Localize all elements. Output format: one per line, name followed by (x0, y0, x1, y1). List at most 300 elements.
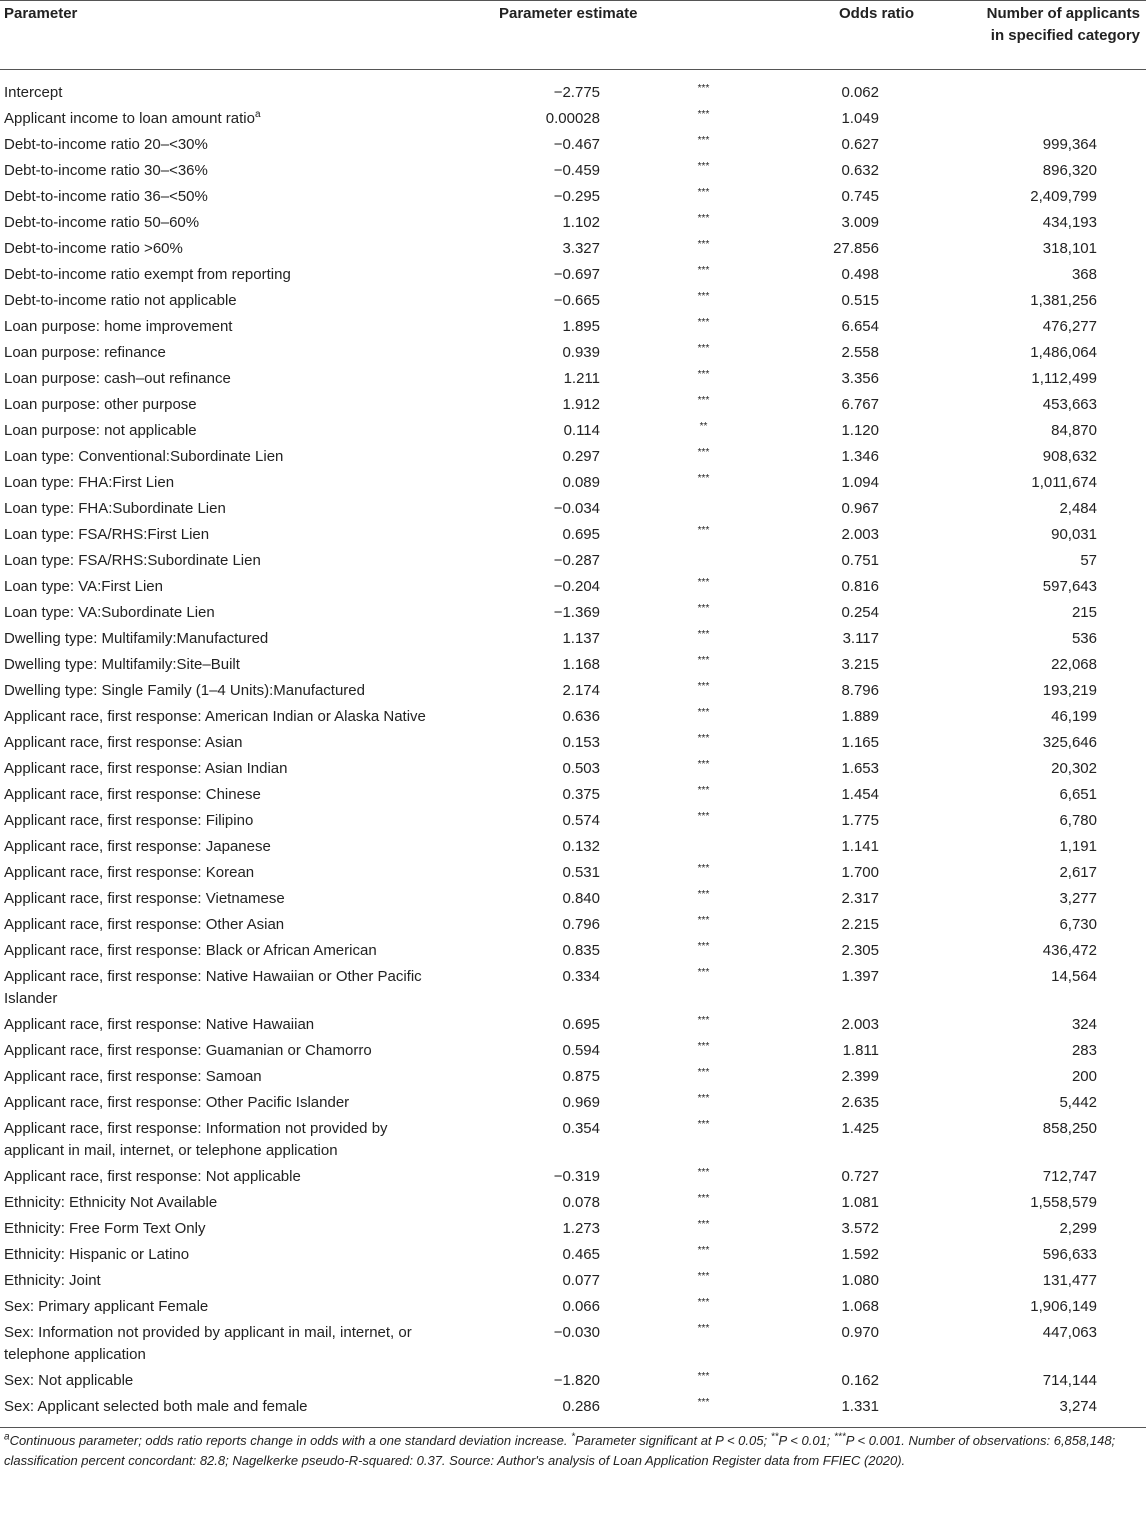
table-row (0, 366, 1146, 392)
cell-applicant-count: 536 (1071, 630, 1097, 647)
cell-parameter (0, 1396, 460, 1418)
footnote-marker-a: a (4, 1431, 10, 1443)
cell-applicant-count: 434,193 (1042, 214, 1097, 231)
cell-significance: *** (697, 291, 710, 302)
table-row (0, 938, 1146, 964)
table-row (0, 418, 1146, 444)
table-row (0, 392, 1146, 418)
cell-estimate: 1.912 (562, 396, 600, 413)
cell-odds-ratio: 1.120 (841, 422, 879, 439)
cell-applicant-count: 20,302 (1051, 760, 1097, 777)
footnote-text-1: Continuous parameter; odds ratio reports change in odds with a one standard deviation increase. (9, 1433, 572, 1448)
table-row (0, 1190, 1146, 1216)
table-row (0, 470, 1146, 496)
cell-applicant-count: 2,409,799 (1030, 188, 1097, 205)
header-applicant-count (929, 3, 1146, 69)
parameter-label: Debt-to-income ratio 50–60% (4, 214, 200, 231)
parameter-label: Loan purpose: not applicable (4, 422, 197, 439)
cell-significance: *** (697, 577, 710, 588)
cell-estimate: 0.574 (562, 812, 600, 829)
cell-applicant-count: 46,199 (1051, 708, 1097, 725)
cell-significance: *** (697, 343, 710, 354)
cell-parameter (0, 706, 460, 728)
cell-parameter (0, 784, 460, 806)
cell-estimate: 2.174 (562, 682, 600, 699)
cell-applicant-count: 999,364 (1042, 136, 1097, 153)
cell-estimate: 0.132 (562, 838, 600, 855)
parameter-label: Dwelling type: Single Family (1–4 Units):Manufactured (4, 682, 365, 699)
table-row (0, 80, 1146, 106)
parameter-label: Loan type: FHA:Subordinate Lien (4, 500, 226, 517)
parameter-label: Debt-to-income ratio exempt from reporting (4, 266, 291, 283)
cell-applicant-count: 283 (1071, 1042, 1097, 1059)
parameter-label: Loan purpose: refinance (4, 344, 166, 361)
table-row (0, 132, 1146, 158)
table-row (0, 340, 1146, 366)
cell-odds-ratio: 1.775 (841, 812, 879, 829)
table-body (0, 70, 1146, 1420)
cell-estimate: −0.034 (553, 500, 600, 517)
cell-estimate: 0.875 (562, 1068, 600, 1085)
parameter-label: Loan purpose: cash–out refinance (4, 370, 231, 387)
cell-parameter (0, 1296, 460, 1318)
cell-significance (600, 550, 807, 572)
cell-applicant-count: 2,617 (1059, 864, 1097, 881)
table-header (0, 0, 1146, 70)
cell-significance: *** (697, 863, 710, 874)
cell-odds-ratio: 1.889 (841, 708, 879, 725)
cell-odds-ratio: 1.811 (842, 1042, 879, 1059)
cell-odds-ratio: 0.967 (841, 500, 879, 517)
cell-estimate: 0.695 (562, 1016, 600, 1033)
cell-applicant-count: 5,442 (1059, 1094, 1097, 1111)
cell-odds-ratio: 3.117 (842, 630, 879, 647)
cell-applicant-count: 908,632 (1042, 448, 1097, 465)
cell-estimate: −0.204 (553, 578, 600, 595)
parameter-label: Ethnicity: Ethnicity Not Available (4, 1194, 218, 1211)
cell-parameter (0, 602, 460, 624)
parameter-label: Loan purpose: other purpose (4, 396, 197, 413)
cell-odds-ratio: 0.751 (841, 552, 879, 569)
cell-applicant-count: 447,063 (1042, 1324, 1097, 1341)
cell-parameter (0, 290, 460, 312)
table-row (0, 106, 1146, 132)
cell-estimate: 0.465 (562, 1246, 600, 1263)
cell-estimate: 0.594 (562, 1042, 600, 1059)
cell-odds-ratio: 2.305 (841, 942, 879, 959)
cell-estimate: −0.287 (553, 552, 600, 569)
cell-odds-ratio: 27.856 (833, 240, 879, 257)
cell-applicant-count: 1,486,064 (1030, 344, 1097, 361)
cell-significance: *** (697, 967, 710, 978)
cell-applicant-count: 14,564 (1051, 968, 1097, 985)
parameter-label: Applicant race, first response: Japanese (4, 838, 271, 855)
parameter-label: Applicant race, first response: Korean (4, 864, 255, 881)
cell-parameter (0, 862, 460, 884)
cell-odds-ratio: 2.399 (841, 1068, 879, 1085)
table-row (0, 548, 1146, 574)
parameter-label: Applicant race, first response: Asian (4, 734, 243, 751)
cell-odds-ratio: 0.632 (841, 162, 879, 179)
cell-parameter (0, 472, 460, 494)
cell-estimate: 0.969 (562, 1094, 600, 1111)
cell-applicant-count: 1,558,579 (1030, 1194, 1097, 1211)
cell-parameter (0, 238, 460, 260)
cell-parameter (0, 108, 460, 130)
cell-estimate: 0.153 (562, 734, 600, 751)
table-row (0, 1268, 1146, 1294)
cell-estimate: 0.503 (562, 760, 600, 777)
cell-odds-ratio: 8.796 (841, 682, 879, 699)
parameter-label: Loan type: FSA/RHS:First Lien (4, 526, 210, 543)
cell-estimate: 0.939 (562, 344, 600, 361)
cell-applicant-count: 436,472 (1042, 942, 1097, 959)
cell-estimate: 0.078 (562, 1194, 600, 1211)
cell-odds-ratio: 1.081 (841, 1194, 879, 1211)
table-row (0, 1242, 1146, 1268)
cell-significance: *** (697, 239, 710, 250)
cell-odds-ratio: 1.346 (841, 448, 879, 465)
cell-significance: *** (697, 135, 710, 146)
parameter-label: Applicant race, first response: Not applicable (4, 1168, 301, 1185)
cell-applicant-count (879, 108, 1146, 130)
parameter-label: Applicant income to loan amount ratio (4, 110, 255, 127)
table-row (0, 808, 1146, 834)
cell-significance: *** (697, 1397, 710, 1408)
cell-parameter (0, 966, 460, 1010)
cell-parameter (0, 888, 460, 910)
parameter-label: Applicant race, first response: Information not provided by applicant in mail, internet, or telephone application (4, 1120, 388, 1159)
table-row (0, 1164, 1146, 1190)
cell-parameter (0, 1192, 460, 1214)
cell-applicant-count: 368 (1071, 266, 1097, 283)
table-row (0, 860, 1146, 886)
parameter-label: Loan type: VA:Subordinate Lien (4, 604, 215, 621)
cell-applicant-count: 714,144 (1042, 1372, 1097, 1389)
cell-odds-ratio: 1.049 (841, 110, 879, 127)
cell-applicant-count: 1,011,674 (1031, 474, 1097, 491)
cell-odds-ratio: 1.141 (841, 838, 879, 855)
cell-applicant-count: 2,299 (1059, 1220, 1097, 1237)
parameter-label: Loan type: FSA/RHS:Subordinate Lien (4, 552, 261, 569)
cell-odds-ratio: 1.331 (841, 1398, 879, 1415)
cell-significance: *** (697, 1297, 710, 1308)
cell-odds-ratio: 1.080 (841, 1272, 879, 1289)
cell-significance: *** (697, 317, 710, 328)
cell-applicant-count: 90,031 (1051, 526, 1097, 543)
cell-odds-ratio: 1.094 (841, 474, 879, 491)
cell-odds-ratio: 0.515 (841, 292, 879, 309)
table-row (0, 262, 1146, 288)
table-row (0, 574, 1146, 600)
cell-estimate: 0.286 (562, 1398, 600, 1415)
cell-parameter (0, 1322, 460, 1366)
parameter-label: Dwelling type: Multifamily:Manufactured (4, 630, 269, 647)
cell-applicant-count: 57 (1080, 552, 1097, 569)
cell-significance (600, 836, 807, 858)
cell-applicant-count: 1,381,256 (1030, 292, 1097, 309)
table-row (0, 782, 1146, 808)
cell-parameter (0, 1244, 460, 1266)
cell-significance: *** (697, 369, 710, 380)
cell-applicant-count: 1,906,149 (1030, 1298, 1097, 1315)
parameter-label: Applicant race, first response: Black or African American (4, 942, 377, 959)
table-row (0, 626, 1146, 652)
cell-estimate: 1.137 (562, 630, 600, 647)
cell-estimate: 0.114 (563, 422, 600, 439)
table-row (0, 288, 1146, 314)
cell-odds-ratio: 1.454 (841, 786, 879, 803)
cell-estimate: −0.467 (553, 136, 600, 153)
cell-significance: *** (697, 941, 710, 952)
table-row (0, 522, 1146, 548)
cell-estimate: 0.375 (562, 786, 600, 803)
cell-parameter (0, 758, 460, 780)
cell-applicant-count: 324 (1071, 1016, 1097, 1033)
table-row (0, 1090, 1146, 1116)
cell-parameter (0, 524, 460, 546)
cell-applicant-count: 2,484 (1059, 500, 1097, 517)
parameter-label: Applicant race, first response: Chinese (4, 786, 261, 803)
cell-estimate: 0.297 (562, 448, 600, 465)
table-row (0, 184, 1146, 210)
cell-estimate: −0.697 (553, 266, 600, 283)
cell-applicant-count: 712,747 (1042, 1168, 1097, 1185)
cell-parameter (0, 1270, 460, 1292)
parameter-label: Applicant race, first response: American Indian or Alaska Native (4, 708, 426, 725)
cell-applicant-count: 1,191 (1059, 838, 1097, 855)
cell-odds-ratio: 3.356 (841, 370, 879, 387)
cell-estimate: −1.369 (553, 604, 600, 621)
cell-estimate: 0.089 (562, 474, 600, 491)
table-row (0, 756, 1146, 782)
parameter-label: Ethnicity: Joint (4, 1272, 101, 1289)
cell-estimate: −0.295 (553, 188, 600, 205)
cell-parameter (0, 82, 460, 104)
cell-significance: *** (697, 187, 710, 198)
footnote-marker-1: * (571, 1431, 575, 1443)
cell-parameter (0, 498, 460, 520)
table-row (0, 652, 1146, 678)
cell-applicant-count: 3,274 (1059, 1398, 1097, 1415)
cell-parameter (0, 836, 460, 858)
header-estimate: Parameter estimate (499, 5, 638, 22)
parameter-label: Applicant race, first response: Vietnamese (4, 890, 285, 907)
cell-parameter (0, 940, 460, 962)
cell-parameter (0, 732, 460, 754)
cell-parameter (0, 1092, 460, 1114)
cell-significance: *** (697, 83, 710, 94)
cell-significance: *** (697, 707, 710, 718)
cell-significance: *** (697, 1119, 710, 1130)
cell-estimate: 0.077 (562, 1272, 600, 1289)
cell-parameter (0, 160, 460, 182)
cell-odds-ratio: 6.767 (841, 396, 879, 413)
cell-estimate: 1.211 (563, 370, 600, 387)
parameter-label: Ethnicity: Hispanic or Latino (4, 1246, 190, 1263)
table-row (0, 210, 1146, 236)
cell-odds-ratio: 1.068 (841, 1298, 879, 1315)
footnote-marker-3: *** (834, 1431, 846, 1443)
cell-odds-ratio: 3.215 (841, 656, 879, 673)
cell-significance: *** (697, 161, 710, 172)
cell-parameter (0, 654, 460, 676)
cell-estimate: −0.665 (553, 292, 600, 309)
cell-significance: *** (697, 655, 710, 666)
table-row (0, 496, 1146, 522)
table-row (0, 834, 1146, 860)
cell-estimate: −0.030 (553, 1324, 600, 1341)
cell-significance: *** (697, 733, 710, 744)
cell-estimate: 0.840 (562, 890, 600, 907)
cell-odds-ratio: 1.397 (841, 968, 879, 985)
table-row (0, 964, 1146, 1012)
cell-applicant-count: 84,870 (1051, 422, 1097, 439)
cell-applicant-count: 1,112,499 (1031, 370, 1097, 387)
cell-applicant-count: 597,643 (1042, 578, 1097, 595)
cell-parameter (0, 1370, 460, 1392)
cell-applicant-count: 896,320 (1042, 162, 1097, 179)
footnote-text-4: P < 0.001. Number of observations: 6,858,148; classification percent concordant: 82.8; Nagelkerke pseudo-R-squared: 0.37. Source: Author's analysis of Loan Application Register data from FFIEC (2020). (4, 1433, 1116, 1468)
table-row (0, 704, 1146, 730)
cell-estimate: 1.168 (562, 656, 600, 673)
cell-estimate: 1.895 (562, 318, 600, 335)
parameter-label: Ethnicity: Free Form Text Only (4, 1220, 206, 1237)
cell-estimate: 0.835 (562, 942, 600, 959)
cell-parameter (0, 342, 460, 364)
cell-estimate: 0.796 (562, 916, 600, 933)
cell-significance: *** (697, 1219, 710, 1230)
parameter-label: Sex: Applicant selected both male and female (4, 1398, 308, 1415)
cell-parameter (0, 1118, 460, 1162)
cell-significance: *** (697, 915, 710, 926)
cell-significance: *** (697, 1015, 710, 1026)
parameter-label: Sex: Primary applicant Female (4, 1298, 209, 1315)
cell-parameter (0, 420, 460, 442)
cell-applicant-count: 215 (1071, 604, 1097, 621)
table-row (0, 730, 1146, 756)
cell-odds-ratio: 0.162 (841, 1372, 879, 1389)
cell-odds-ratio: 0.745 (841, 188, 879, 205)
cell-significance: *** (697, 1167, 710, 1178)
parameter-label: Dwelling type: Multifamily:Site–Built (4, 656, 240, 673)
footnote-marker-2: ** (770, 1431, 779, 1443)
parameter-label: Applicant race, first response: Other Pacific Islander (4, 1094, 350, 1111)
parameter-label: Loan type: FHA:First Lien (4, 474, 175, 491)
cell-applicant-count: 131,477 (1042, 1272, 1097, 1289)
cell-applicant-count: 200 (1071, 1068, 1097, 1085)
cell-parameter (0, 446, 460, 468)
cell-applicant-count: 6,651 (1059, 786, 1097, 803)
cell-estimate: 0.066 (562, 1298, 600, 1315)
cell-odds-ratio: 3.009 (841, 214, 879, 231)
cell-parameter (0, 576, 460, 598)
parameter-label: Applicant race, first response: Native Hawaiian or Other Pacific Islander (4, 968, 422, 1007)
cell-odds-ratio: 0.254 (841, 604, 879, 621)
header-significance (689, 3, 829, 69)
cell-parameter (0, 1040, 460, 1062)
footnote-text-2: Parameter significant at P < 0.05; (574, 1433, 771, 1448)
cell-significance: *** (697, 213, 710, 224)
parameter-label: Applicant race, first response: Samoan (4, 1068, 262, 1085)
cell-parameter (0, 550, 460, 572)
cell-significance: *** (697, 811, 710, 822)
header-odds-ratio: Odds ratio (839, 5, 915, 22)
parameter-label: Debt-to-income ratio 20–<30% (4, 136, 208, 153)
cell-applicant-count: 3,277 (1059, 890, 1097, 907)
header-parameter: Parameter (4, 5, 78, 22)
cell-odds-ratio: 0.727 (841, 1168, 879, 1185)
cell-significance: *** (697, 109, 710, 120)
cell-applicant-count: 318,101 (1042, 240, 1097, 257)
parameter-label: Applicant race, first response: Filipino (4, 812, 254, 829)
cell-odds-ratio: 1.425 (841, 1120, 879, 1137)
cell-estimate: 1.102 (562, 214, 600, 231)
cell-estimate: 0.531 (562, 864, 600, 881)
table-row (0, 1116, 1146, 1164)
cell-odds-ratio: 1.165 (841, 734, 879, 751)
cell-significance: *** (697, 681, 710, 692)
cell-significance: *** (697, 525, 710, 536)
cell-significance: *** (697, 603, 710, 614)
cell-odds-ratio: 2.317 (841, 890, 879, 907)
table-row (0, 1320, 1146, 1368)
cell-significance: *** (697, 785, 710, 796)
table-row (0, 1012, 1146, 1038)
table-row (0, 236, 1146, 262)
cell-applicant-count: 6,730 (1059, 916, 1097, 933)
table-row (0, 1064, 1146, 1090)
cell-significance: *** (697, 447, 710, 458)
cell-odds-ratio: 0.498 (841, 266, 879, 283)
parameter-label: Applicant race, first response: Asian Indian (4, 760, 288, 777)
cell-estimate: 0.695 (562, 526, 600, 543)
cell-parameter (0, 810, 460, 832)
cell-estimate: −2.775 (553, 84, 600, 101)
parameter-label: Debt-to-income ratio >60% (4, 240, 183, 257)
table-row (0, 678, 1146, 704)
cell-parameter (0, 368, 460, 390)
parameter-label: Debt-to-income ratio 30–<36% (4, 162, 208, 179)
cell-parameter (0, 212, 460, 234)
cell-significance: *** (697, 1041, 710, 1052)
cell-significance: *** (697, 395, 710, 406)
cell-applicant-count: 476,277 (1042, 318, 1097, 335)
cell-parameter (0, 1218, 460, 1240)
parameter-label: Loan type: Conventional:Subordinate Lien (4, 448, 284, 465)
cell-estimate: 0.334 (562, 968, 600, 985)
parameter-label: Debt-to-income ratio not applicable (4, 292, 237, 309)
cell-applicant-count (879, 82, 1146, 104)
parameter-label: Loan type: VA:First Lien (4, 578, 163, 595)
header-applicant-count-line2: in specified category (990, 27, 1140, 44)
cell-significance: *** (697, 629, 710, 640)
cell-estimate: 0.00028 (545, 110, 600, 127)
cell-significance: *** (697, 759, 710, 770)
cell-significance: *** (697, 1245, 710, 1256)
table-row (0, 314, 1146, 340)
cell-parameter (0, 1166, 460, 1188)
table-row (0, 1038, 1146, 1064)
parameter-label: Applicant race, first response: Native Hawaiian (4, 1016, 315, 1033)
footnote-text-3: P < 0.01; (778, 1433, 835, 1448)
cell-estimate: −1.820 (553, 1372, 600, 1389)
cell-odds-ratio: 2.558 (841, 344, 879, 361)
table-row (0, 1294, 1146, 1320)
table-footnote (0, 1428, 1146, 1471)
cell-odds-ratio: 2.003 (841, 1016, 879, 1033)
cell-odds-ratio: 2.635 (841, 1094, 879, 1111)
